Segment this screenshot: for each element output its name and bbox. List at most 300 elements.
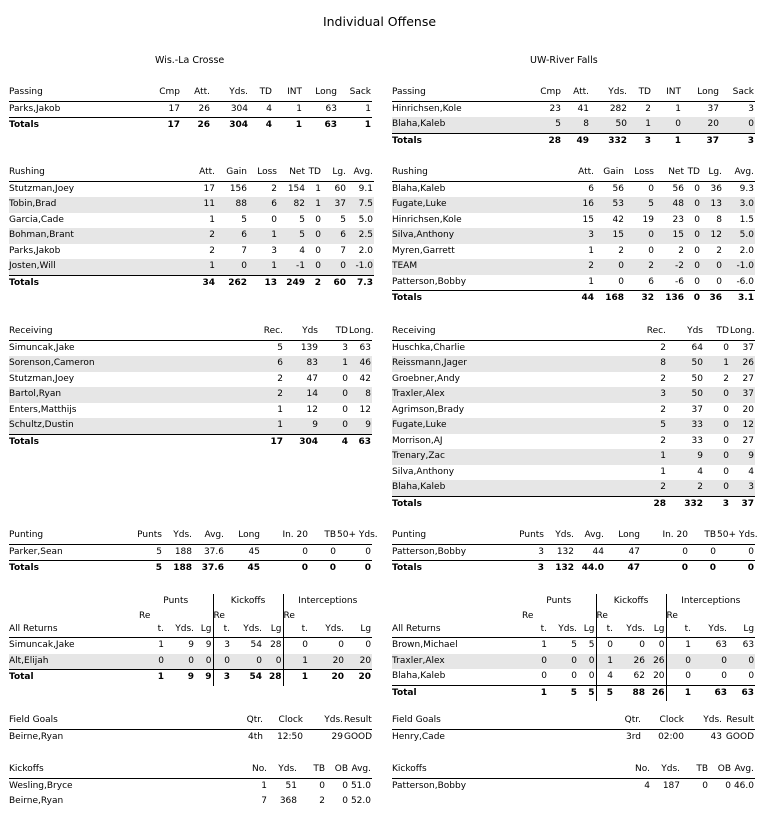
total-cell: 28 <box>268 672 282 682</box>
returns-group-row <box>392 594 755 610</box>
table-row <box>9 213 374 229</box>
table-row <box>9 259 374 275</box>
total-cell: 1 <box>674 135 681 146</box>
stat-cell: 6 <box>248 197 278 213</box>
stat-cell: 2.0 <box>739 245 754 256</box>
group-header: Kickoffs <box>596 594 666 610</box>
section-label: Field Goals <box>392 713 602 729</box>
spacer-cell <box>9 610 139 622</box>
stat-cell: 62 <box>614 669 646 685</box>
player-name: Tobin,Brad <box>9 197 184 213</box>
stat-cell: 4 <box>644 780 650 791</box>
stat-cell: 2 <box>723 373 729 384</box>
group-header: Kickoffs <box>213 594 283 610</box>
totals-row <box>392 561 755 577</box>
table-row <box>392 465 755 481</box>
stat-cell: 9 <box>284 418 319 434</box>
stat-cell: 9 <box>205 640 212 650</box>
column-header: t. <box>139 622 165 638</box>
stat-cell: 4 <box>299 245 305 256</box>
totals-label: Total <box>9 672 34 682</box>
total-cell: 47 <box>627 563 640 573</box>
stat-cell: 17 <box>141 101 181 118</box>
stat-cell: 0 <box>725 780 731 791</box>
total-cell: 0 <box>329 563 336 573</box>
table-header-row <box>392 762 755 778</box>
column-header: INT <box>273 85 303 101</box>
kickoffs-right <box>392 762 755 794</box>
stat-cell: 36 <box>710 183 722 194</box>
table-header-row <box>392 528 755 544</box>
stat-cell: 83 <box>284 356 319 372</box>
stat-cell: 0 <box>685 275 701 291</box>
column-header: Yds. <box>545 528 575 544</box>
total-cell: 3 <box>213 670 231 686</box>
stat-cell: 5 <box>241 214 247 225</box>
total-cell: 17 <box>167 120 180 130</box>
column-header: Sack <box>338 85 372 101</box>
column-header: Loss <box>625 165 655 181</box>
column-header: Yds. <box>651 762 681 778</box>
section-label: Receiving <box>9 324 224 340</box>
stat-cell: 0 <box>704 480 730 496</box>
player-name: Patterson,Bobby <box>392 780 467 791</box>
stat-cell: 0 <box>522 669 548 685</box>
stat-cell: 9.1 <box>358 183 373 194</box>
total-cell: 36 <box>709 293 722 303</box>
stat-cell: -6.0 <box>723 275 755 291</box>
stat-cell: 29 <box>331 731 343 742</box>
stat-cell: 11 <box>184 197 216 213</box>
player-name: Josten,Will <box>9 259 184 275</box>
stat-cell: 1 <box>209 214 215 225</box>
player-name: Fugate,Luke <box>392 197 562 213</box>
stat-cell: 1 <box>224 418 284 434</box>
stat-cell: 8 <box>716 214 722 225</box>
stat-cell: 0 <box>704 449 730 465</box>
player-name: Bohman,Brant <box>9 228 184 244</box>
player-name: Stutzman,Joey <box>9 373 75 384</box>
stat-cell: 5.0 <box>723 228 755 244</box>
total-cell: 5 <box>588 687 595 698</box>
returns-left <box>9 594 372 686</box>
column-header: Yds. <box>268 762 298 778</box>
stat-cell: 4 <box>249 101 273 118</box>
column-header: Lg <box>728 622 755 638</box>
stat-cell: 0 <box>639 640 645 650</box>
column-header: Lg <box>195 622 213 638</box>
table-header-row <box>392 85 755 101</box>
stat-cell: 26 <box>730 356 755 372</box>
total-cell: 7.3 <box>357 277 373 288</box>
stat-cell: 2 <box>184 228 216 244</box>
stat-cell: 0 <box>306 259 322 275</box>
sub-header <box>263 610 283 622</box>
table-row <box>392 213 755 229</box>
stat-cell: 15 <box>655 228 685 244</box>
stat-cell: 37.6 <box>193 544 225 561</box>
stat-cell: 0 <box>319 418 349 434</box>
stat-cell: 54 <box>250 640 262 650</box>
table-row <box>9 794 372 810</box>
stat-cell: 304 <box>211 101 249 118</box>
stat-cell: 1 <box>273 101 303 118</box>
stat-cell: 23 <box>549 103 561 114</box>
total-cell: 2 <box>314 277 321 288</box>
stat-cell: 0 <box>723 342 729 353</box>
total-cell: 37 <box>741 498 754 509</box>
stat-cell: 0 <box>522 654 548 670</box>
stat-cell: 0 <box>595 259 625 275</box>
column-header: Lg <box>646 622 666 638</box>
total-cell: 63 <box>714 687 728 698</box>
total-cell: 4 <box>265 120 272 130</box>
table-row <box>9 387 372 403</box>
stat-cell: 1 <box>184 259 216 275</box>
stat-cell: 0 <box>596 638 614 654</box>
stat-cell: 6 <box>224 356 284 372</box>
stat-cell: 33 <box>691 435 703 446</box>
total-cell: 0 <box>747 563 754 573</box>
table-row <box>392 244 755 260</box>
column-header: Yds. <box>163 528 193 544</box>
returns-sub-row <box>9 610 372 622</box>
stat-cell: 37 <box>691 404 703 415</box>
total-cell: 54 <box>249 672 262 682</box>
total-cell: 3 <box>747 135 754 146</box>
total-cell: 1 <box>666 685 692 701</box>
section-label: Punting <box>9 528 119 544</box>
stat-cell: 50 <box>691 373 703 384</box>
stat-cell: 4 <box>596 669 614 685</box>
player-name: Blaha,Kaleb <box>392 183 446 194</box>
player-name: Agrimson,Brady <box>392 404 465 415</box>
stat-cell: 0 <box>319 780 325 791</box>
totals-row <box>9 434 372 450</box>
sub-header: Re <box>522 610 534 621</box>
stat-cell: 0 <box>652 117 682 133</box>
table-row <box>9 729 372 745</box>
column-header: In. 20 <box>261 528 309 544</box>
stat-cell: 45 <box>225 544 261 561</box>
stat-cell: 0 <box>692 669 728 685</box>
stat-cell: -1 <box>278 259 306 275</box>
field-goals-right <box>392 713 755 745</box>
kickoffs-left <box>9 762 372 810</box>
column-header: Avg. <box>347 165 374 181</box>
stat-cell: 3 <box>271 245 277 256</box>
stat-cell: 51 <box>285 780 297 791</box>
stat-cell: 42 <box>612 214 624 225</box>
stat-cell: 23 <box>672 214 684 225</box>
totals-row <box>9 118 372 134</box>
stat-cell: 37 <box>742 342 754 353</box>
total-cell: 63 <box>358 436 371 447</box>
stat-cell: 3 <box>213 638 231 654</box>
column-header: Yds. <box>548 622 578 638</box>
stat-cell: GOOD <box>344 731 373 742</box>
column-header: TD <box>249 85 273 101</box>
stat-cell: 3 <box>342 342 348 353</box>
section-label: Receiving <box>392 324 607 340</box>
stat-cell: 26 <box>181 101 211 118</box>
column-header: Lg. <box>322 165 347 181</box>
stat-cell: 44 <box>575 544 605 561</box>
stat-cell: 368 <box>279 796 297 806</box>
column-header: TD <box>685 165 701 181</box>
stat-cell: 47 <box>306 373 318 384</box>
stat-cell: 46.0 <box>733 780 754 791</box>
total-cell: 3 <box>644 135 651 146</box>
total-cell: 20 <box>358 672 372 682</box>
stat-cell: 8 <box>349 387 372 403</box>
stat-cell: 6 <box>625 275 655 291</box>
stat-cell: 5 <box>340 214 346 225</box>
receiving-right <box>392 324 755 512</box>
totals-row <box>392 496 755 512</box>
stat-cell: 26 <box>614 654 646 670</box>
column-header: Long <box>605 528 641 544</box>
section-label: Passing <box>392 85 512 101</box>
table-header-row <box>392 165 755 181</box>
table-row <box>392 418 755 434</box>
column-header: Yds. <box>165 622 195 638</box>
column-header: TB <box>309 528 337 544</box>
table-row <box>392 434 755 450</box>
player-name: Parks,Jakob <box>9 245 61 256</box>
stat-cell: 51.0 <box>350 780 371 791</box>
total-cell: 49 <box>576 135 589 146</box>
table-row <box>9 356 372 372</box>
column-header: Att. <box>562 85 590 101</box>
stat-cell: 1 <box>248 228 278 244</box>
stat-cell: 0 <box>702 780 708 791</box>
column-header: t. <box>522 622 548 638</box>
stat-cell: 0 <box>216 259 248 275</box>
stat-cell: 0 <box>648 245 654 256</box>
stat-cell: 1.5 <box>739 214 754 225</box>
player-name: TEAM <box>392 259 562 275</box>
stat-cell: 53 <box>595 197 625 213</box>
sub-header <box>345 610 372 622</box>
section-label: All Returns <box>9 622 139 638</box>
player-name: Patterson,Bobby <box>392 544 497 561</box>
punting-left <box>9 528 378 577</box>
player-name: Parker,Sean <box>9 544 119 561</box>
stat-cell: 0 <box>666 669 692 685</box>
player-name: Hinrichsen,Kole <box>392 103 462 114</box>
player-name: Myren,Garrett <box>392 245 455 256</box>
table-row <box>9 340 372 356</box>
stat-cell: 0 <box>694 183 700 194</box>
stat-cell: 41 <box>577 103 589 114</box>
stat-cell: 0 <box>319 387 349 403</box>
total-cell: 3.1 <box>738 293 754 303</box>
stat-cell: 1 <box>628 117 652 133</box>
total-cell: 9 <box>187 672 194 682</box>
column-header: Result <box>723 713 755 729</box>
section-label: Punting <box>392 528 497 544</box>
total-cell: 0 <box>364 563 371 573</box>
table-row <box>392 228 755 244</box>
player-name: Blaha,Kaleb <box>392 669 522 685</box>
table-header-row <box>392 622 755 638</box>
column-header: Lg <box>263 622 283 638</box>
table-header-row <box>9 622 372 638</box>
total-cell: 44 <box>581 293 594 303</box>
stat-cell: 12 <box>359 404 371 415</box>
stat-cell: 4 <box>697 466 703 477</box>
stat-cell: 3 <box>497 544 545 561</box>
stat-cell: 1 <box>704 356 730 372</box>
table-row <box>9 372 372 388</box>
total-cell: 249 <box>286 277 305 288</box>
total-cell: 5 <box>155 563 162 573</box>
group-header: Interceptions <box>283 594 372 610</box>
total-cell: 17 <box>270 436 283 447</box>
table-row <box>392 669 755 685</box>
player-name: Silva,Anthony <box>392 228 562 244</box>
column-header: Att. <box>184 165 216 181</box>
stat-cell: 15 <box>582 214 594 225</box>
stat-cell: 2 <box>716 245 722 256</box>
stat-cell: 1 <box>248 259 278 275</box>
group-header: Punts <box>546 596 572 606</box>
stat-cell: 156 <box>229 183 247 194</box>
total-cell: 32 <box>641 293 654 303</box>
total-cell: 1 <box>283 670 309 686</box>
total-cell: 304 <box>299 436 318 447</box>
sub-header <box>309 610 345 622</box>
table-row <box>392 544 755 561</box>
player-name: Huschka,Charlie <box>392 342 465 353</box>
totals-label: Totals <box>392 293 422 303</box>
total-cell: 0 <box>693 293 700 303</box>
column-header: Long <box>303 85 338 101</box>
totals-label: Totals <box>392 563 422 573</box>
stat-cell: 6 <box>216 228 248 244</box>
section-label: Field Goals <box>9 713 224 729</box>
total-cell: 44.0 <box>581 563 604 573</box>
stat-cell: 20 <box>742 404 754 415</box>
stat-cell: 2 <box>625 259 655 275</box>
stat-cell: 0 <box>342 796 348 806</box>
rushing-right <box>392 165 755 307</box>
stat-cell: 0 <box>728 654 755 670</box>
player-name: Schultz,Dustin <box>9 418 224 434</box>
table-row <box>392 259 755 275</box>
column-header: Cmp <box>141 85 181 101</box>
stat-cell: 6 <box>322 228 347 244</box>
section-label: Rushing <box>392 165 562 181</box>
stat-cell: 0 <box>322 259 347 275</box>
player-name: Simuncak,Jake <box>9 342 75 353</box>
stat-cell: 37 <box>322 197 347 213</box>
table-row <box>9 418 372 434</box>
player-name: Trenary,Zac <box>392 449 607 465</box>
stat-cell: 8 <box>607 356 667 372</box>
stat-cell: 16 <box>562 197 595 213</box>
stat-cell: 37 <box>707 103 719 114</box>
total-cell: 34 <box>202 277 215 288</box>
stat-cell: 0 <box>315 245 321 256</box>
table-row <box>9 544 372 561</box>
table-row <box>392 403 755 419</box>
player-name: Blaha,Kaleb <box>392 480 607 496</box>
player-name: Patterson,Bobby <box>392 275 562 291</box>
stat-cell: 0 <box>231 654 263 670</box>
table-header-row <box>9 762 372 778</box>
stat-cell: 1 <box>596 654 614 670</box>
returns-sub-row <box>392 610 755 622</box>
column-header: Long <box>682 85 720 101</box>
column-header: TD <box>319 324 349 340</box>
column-header: Gain <box>216 165 248 181</box>
stat-cell: 13 <box>701 197 723 213</box>
stat-cell: -1.0 <box>347 259 374 275</box>
stat-cell: 0 <box>666 654 692 670</box>
table-header-row <box>392 713 755 729</box>
stat-cell: 88 <box>216 197 248 213</box>
column-header: TD <box>628 85 652 101</box>
column-header: Avg. <box>193 528 225 544</box>
player-name: Morrison,AJ <box>392 435 443 446</box>
sub-header <box>548 610 578 622</box>
stat-cell: 0 <box>685 259 701 275</box>
total-cell: 88 <box>632 687 645 698</box>
stat-cell: 5 <box>512 117 562 133</box>
column-header: No. <box>237 762 268 778</box>
stat-cell: 282 <box>609 103 627 114</box>
stat-cell: 9 <box>349 418 372 434</box>
stat-cell: 0 <box>723 466 729 477</box>
sub-header <box>165 610 195 622</box>
stat-cell: 2 <box>319 796 325 806</box>
column-header: 50+ Yds. <box>337 528 372 544</box>
stat-cell: 9 <box>730 449 755 465</box>
section-label: Kickoffs <box>392 762 620 778</box>
stat-cell: 1 <box>588 245 594 256</box>
stat-cell: 2 <box>660 435 666 446</box>
stat-cell: 56 <box>672 183 684 194</box>
stat-cell: 63 <box>715 640 728 650</box>
stat-cell: 0 <box>338 640 345 650</box>
stat-cell: 0 <box>689 544 717 561</box>
stat-cell: 15 <box>595 228 625 244</box>
stat-cell: 12 <box>701 228 723 244</box>
stat-cell: 50 <box>667 356 704 372</box>
player-name: Blaha,Kaleb <box>392 117 512 133</box>
passing-right <box>392 85 755 149</box>
player-name: Brown,Michael <box>392 640 458 650</box>
stat-cell: 0 <box>685 197 701 213</box>
rushing-left <box>9 165 372 291</box>
stat-cell: 5 <box>277 342 283 353</box>
table-row <box>392 449 755 465</box>
column-header: Yds. <box>304 713 344 729</box>
stat-cell: 1 <box>283 654 309 670</box>
player-name: Enters,Matthijs <box>9 404 77 415</box>
total-cell: 5 <box>596 685 614 701</box>
stat-cell: 1 <box>315 183 321 194</box>
stat-cell: 5 <box>625 197 655 213</box>
stat-cell: -1.0 <box>723 259 755 275</box>
table-row <box>392 729 755 745</box>
player-name: Reissmann,Jager <box>392 356 607 372</box>
stat-cell: 0 <box>625 228 655 244</box>
totals-label: Totals <box>9 277 39 288</box>
column-header: TB <box>298 762 326 778</box>
